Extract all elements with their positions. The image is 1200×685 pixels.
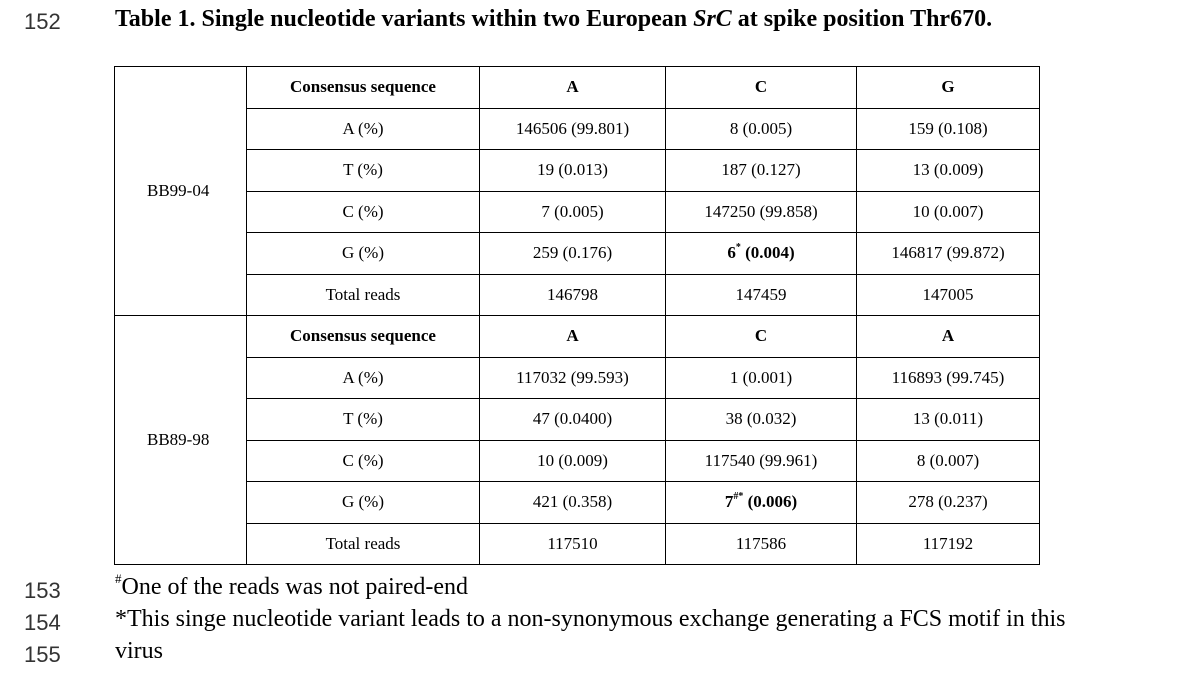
footnote-mark: # xyxy=(115,571,122,586)
table-row xyxy=(115,108,1040,150)
table-cell: 146817 (99.872) xyxy=(857,233,1040,275)
consensus-base: A xyxy=(480,67,666,109)
table-title-prefix: Table 1. Single nucleotide variants within two European xyxy=(115,6,694,32)
table-cell: 19 (0.013) xyxy=(480,150,666,192)
consensus-base: G xyxy=(857,67,1040,109)
line-number: 152 xyxy=(24,9,61,34)
variant-cell xyxy=(666,482,857,524)
variant-footnote-mark: * xyxy=(735,241,741,253)
variants-table xyxy=(114,66,1040,565)
table-cell: 1 (0.001) xyxy=(666,357,857,399)
row-label: G (%) xyxy=(247,233,480,275)
table-cell: 159 (0.108) xyxy=(857,108,1040,150)
row-label: Total reads xyxy=(247,523,480,565)
consensus-base: A xyxy=(480,316,666,358)
table-cell: 8 (0.005) xyxy=(666,108,857,150)
line-number: 154 xyxy=(24,610,61,635)
variant-cell xyxy=(666,233,857,275)
table-cell: 146506 (99.801) xyxy=(480,108,666,150)
table-row xyxy=(115,274,1040,316)
consensus-label: Consensus sequence xyxy=(247,316,480,358)
table-cell: 117540 (99.961) xyxy=(666,440,857,482)
table-cell: 259 (0.176) xyxy=(480,233,666,275)
table-cell: 7 (0.005) xyxy=(480,191,666,233)
table-row xyxy=(115,523,1040,565)
table-cell: 13 (0.011) xyxy=(857,399,1040,441)
variant-percent: (0.006) xyxy=(743,492,798,512)
footnote-1-text: One of the reads was not paired-end xyxy=(121,574,469,600)
line-number: 153 xyxy=(24,578,61,603)
table-row xyxy=(115,399,1040,441)
table-cell: 10 (0.007) xyxy=(857,191,1040,233)
variant-percent: (0.004) xyxy=(740,243,795,263)
table-cell: 146798 xyxy=(480,274,666,316)
table-cell: 47 (0.0400) xyxy=(480,399,666,441)
table-cell: 116893 (99.745) xyxy=(857,357,1040,399)
row-label: T (%) xyxy=(247,150,480,192)
row-label: Total reads xyxy=(247,274,480,316)
consensus-base: C xyxy=(666,316,857,358)
table-row xyxy=(115,191,1040,233)
footnote-2: *This singe nucleotide variant leads to a non-synonymous exchange generating a FCS motif in this xyxy=(115,606,1066,632)
table-cell: 421 (0.358) xyxy=(480,482,666,524)
row-label: C (%) xyxy=(247,440,480,482)
table-cell: 8 (0.007) xyxy=(857,440,1040,482)
sample-name-cell: BB89-98 xyxy=(115,316,247,565)
consensus-label: Consensus sequence xyxy=(247,67,480,109)
consensus-base: C xyxy=(666,67,857,109)
table-cell: 187 (0.127) xyxy=(666,150,857,192)
variant-footnote-mark: #* xyxy=(733,490,744,502)
row-label: A (%) xyxy=(247,108,480,150)
table-title-suffix: at spike position Thr670. xyxy=(731,6,993,32)
footnote-1 xyxy=(115,571,469,601)
table-row xyxy=(115,357,1040,399)
table-row xyxy=(115,67,1040,109)
variant-count: 6 xyxy=(727,243,736,263)
table-row xyxy=(115,316,1040,358)
consensus-base: A xyxy=(857,316,1040,358)
table-row xyxy=(115,150,1040,192)
line-number: 155 xyxy=(24,642,61,667)
table-cell: 13 (0.009) xyxy=(857,150,1040,192)
table-title-italic: SrC xyxy=(693,6,732,32)
table-cell: 147459 xyxy=(666,274,857,316)
table-cell: 117586 xyxy=(666,523,857,565)
table-cell: 117032 (99.593) xyxy=(480,357,666,399)
table-row xyxy=(115,440,1040,482)
row-label: G (%) xyxy=(247,482,480,524)
row-label: T (%) xyxy=(247,399,480,441)
sample-name-cell: BB99-04 xyxy=(115,67,247,316)
variant-count: 7 xyxy=(724,492,734,512)
table-cell: 38 (0.032) xyxy=(666,399,857,441)
row-label: A (%) xyxy=(247,357,480,399)
table-row xyxy=(115,482,1040,524)
table-row xyxy=(115,233,1040,275)
table-title xyxy=(115,6,992,33)
table-cell: 117192 xyxy=(857,523,1040,565)
table-cell: 10 (0.009) xyxy=(480,440,666,482)
row-label: C (%) xyxy=(247,191,480,233)
table-cell: 278 (0.237) xyxy=(857,482,1040,524)
footnote-2-continued: virus xyxy=(115,638,163,664)
table-cell: 117510 xyxy=(480,523,666,565)
table-cell: 147005 xyxy=(857,274,1040,316)
table-cell: 147250 (99.858) xyxy=(666,191,857,233)
